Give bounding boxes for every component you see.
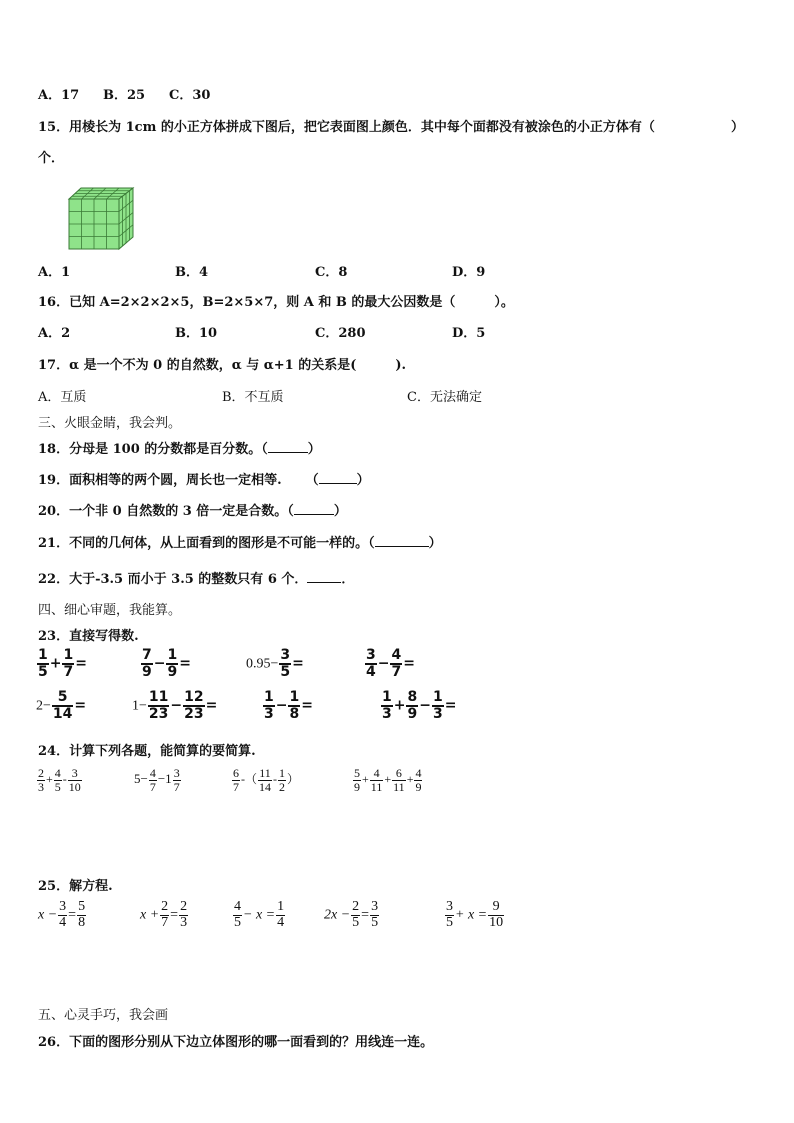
q19-text: 19．面积相等的两个圆，周长也一定相等. （ ） bbox=[38, 473, 370, 488]
q24-expr-3: $\frac{6}{7}$ -（ $\frac{11}{14}$ - $\frac{1}{2}$ ） bbox=[233, 766, 300, 794]
q25-equation-5: $\frac{3}{5}$ + x = $\frac{9}{10}$ bbox=[446, 899, 504, 930]
q20-text: 20．一个非 0 自然数的 3 倍一定是合数。（ ） bbox=[38, 504, 347, 519]
q18-text: 18．分母是 100 的分数都是百分数。（ ） bbox=[38, 442, 321, 457]
q22-text: 22．大于-3.5 而小于 3.5 的整数只有 6 个． ． bbox=[38, 572, 355, 587]
q25-equation-3: $\frac{4}{5}$ − x = $\frac{1}{4}$ bbox=[234, 899, 285, 930]
q23-expr-2: $\frac{7}{9}$ − $\frac{1}{9}$ = bbox=[142, 647, 191, 680]
q15-option-b: B．4 bbox=[175, 265, 209, 280]
q24-expr-2: 5− $\frac{4}{7}$ −1 $\frac{3}{7}$ bbox=[134, 766, 180, 794]
q25-title: 25．解方程. bbox=[38, 879, 113, 894]
q25-equation-1: x − $\frac{3}{4}$ = $\frac{5}{8}$ bbox=[38, 899, 86, 930]
q23-expr-1: $\frac{1}{5}$ + $\frac{1}{7}$ = bbox=[38, 647, 87, 680]
q16-text: 16．已知 A=2×2×2×5，B=2×5×7，则 A 和 B 的最大公因数是（ ）。 bbox=[38, 295, 514, 310]
q15-option-d: D．9 bbox=[452, 265, 486, 280]
q25-equation-2: x + $\frac{2}{7}$ = $\frac{2}{3}$ bbox=[140, 899, 188, 930]
cube-figure bbox=[66, 185, 138, 253]
q24-title: 24．计算下列各题，能简算的要简算. bbox=[38, 744, 256, 759]
q15-close-paren: ） bbox=[731, 120, 745, 135]
q24-expr-1: $\frac{2}{3}$ + $\frac{4}{5}$ - $\frac{3}{10}$ bbox=[38, 766, 81, 794]
q23-expr-4: $\frac{3}{4}$ − $\frac{4}{7}$ = bbox=[366, 647, 415, 680]
section-3-heading: 三、火眼金睛，我会判。 bbox=[38, 416, 182, 431]
q15-text-2: 个． bbox=[38, 151, 65, 166]
q25-equation-4: 2x − $\frac{2}{5}$ = $\frac{3}{5}$ bbox=[324, 899, 379, 930]
q17-option-b: B．不互质 bbox=[222, 390, 284, 405]
q26-text: 26．下面的图形分别从下边立体图形的哪一面看到的？用线连一连。 bbox=[38, 1035, 434, 1050]
q15-option-c: C．8 bbox=[315, 265, 348, 280]
q16-option-b: B．10 bbox=[175, 326, 218, 341]
q23-expr-6: 1− $\frac{11}{23}$ − $\frac{12}{23}$ = bbox=[132, 689, 218, 722]
q15-option-a: A．1 bbox=[38, 265, 71, 280]
q23-expr-8: $\frac{1}{3}$ + $\frac{8}{9}$ − $\frac{1}{3}$ = bbox=[382, 689, 457, 722]
q16-option-a: A．2 bbox=[38, 326, 71, 341]
q21-text: 21．不同的几何体，从上面看到的图形是不可能一样的。（ ） bbox=[38, 536, 442, 551]
section-4-heading: 四、细心审题，我能算。 bbox=[38, 603, 182, 618]
q23-expr-7: $\frac{1}{3}$ − $\frac{1}{8}$ = bbox=[264, 689, 313, 722]
q14-option-c: C．30 bbox=[169, 88, 211, 103]
q23-expr-3: 0.95− $\frac{3}{5}$ = bbox=[246, 647, 304, 680]
q14-option-a: A．17 bbox=[38, 88, 80, 103]
q15-text: 15．用棱长为 1cm 的小正方体拼成下图后，把它表面图上颜色．其中每个面都没有被涂色的小正方体有（ bbox=[38, 120, 655, 135]
q14-option-b: B．25 bbox=[103, 88, 146, 103]
q24-expr-4: $\frac{5}{9}$ + $\frac{4}{11}$ + $\frac{6}{11}$ + $\frac{4}{9}$ bbox=[354, 766, 422, 794]
q17-option-a: A．互质 bbox=[38, 390, 87, 405]
q16-option-d: D．5 bbox=[452, 326, 486, 341]
q16-option-c: C．280 bbox=[315, 326, 366, 341]
section-5-heading: 五、心灵手巧，我会画 bbox=[38, 1008, 169, 1023]
q17-text: 17．α 是一个不为 0 的自然数，α 与 α+1 的关系是( ). bbox=[38, 358, 407, 373]
q23-expr-5: 2− $\frac{5}{14}$ = bbox=[36, 689, 87, 722]
q23-title: 23．直接写得数. bbox=[38, 629, 139, 644]
q17-option-c: C．无法确定 bbox=[407, 390, 482, 405]
